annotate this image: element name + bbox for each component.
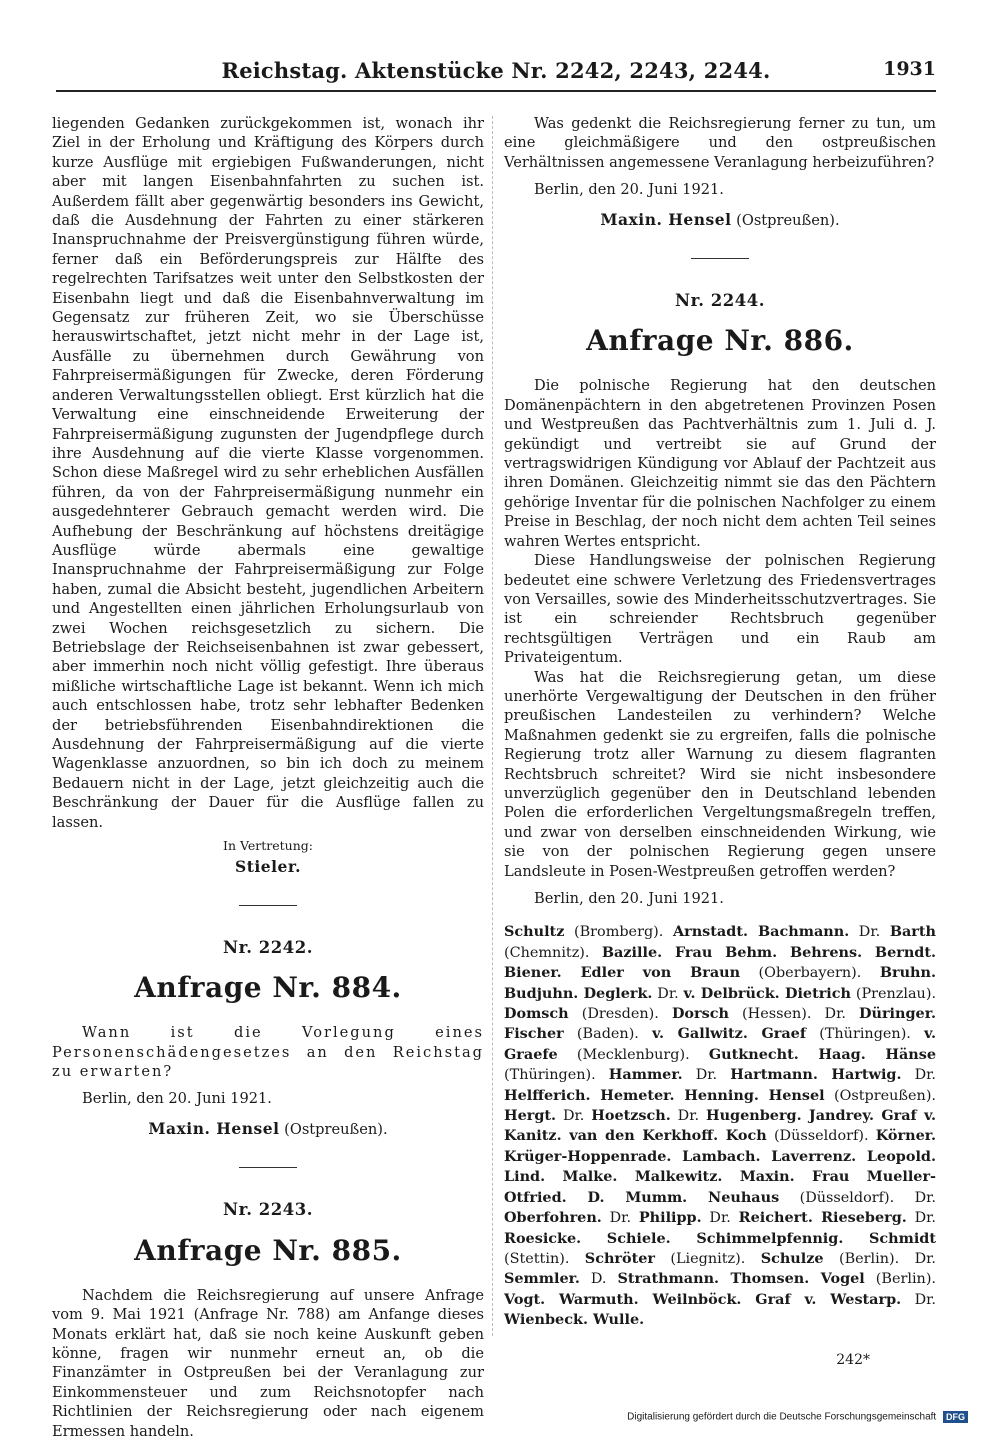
signatory-name: Vogt. Warmuth. Weilnböck. Graf v. Westarp.: [504, 1290, 902, 1308]
signers-885: [504, 210, 936, 230]
place-date: Berlin, den 20. Juni 1921.: [82, 1090, 272, 1108]
signatory-name: Hammer.: [608, 1066, 683, 1084]
signatory-name: Wienbeck. Wulle.: [504, 1311, 645, 1329]
page-header: [56, 58, 936, 88]
signatory-list: [504, 922, 936, 1330]
section-divider: [691, 258, 749, 259]
continuation-paragraph: Was gedenkt die Reichsregierung ferner zu tun, um eine gleichmäßigere und den ostpreußischen Verhältnissen angemessene Veranlagung herbeizuführen?: [504, 115, 936, 171]
signatory-region: Dr.: [906, 1210, 936, 1227]
signatory-name: Bruhn. Budjuhn. Deglerk.: [504, 964, 936, 1002]
signatory-region: Dr.: [556, 1108, 592, 1125]
signatory-name: Barth: [889, 923, 936, 941]
section-title-885: Anfrage Nr. 885.: [134, 1233, 402, 1267]
signatory-region: (Dresden).: [568, 1006, 672, 1023]
signatory-name: Roesicke. Schiele. Schimmelpfennig. Schmidt: [504, 1229, 936, 1247]
signatory-name: Hergt.: [504, 1107, 557, 1125]
signatory-region: Dr.: [849, 924, 890, 941]
signatory-name: Hartmann. Hartwig.: [730, 1066, 902, 1084]
signatory-name: Oberfohren.: [504, 1209, 602, 1227]
signatory-name: Reichert. Rieseberg.: [738, 1209, 907, 1227]
signers-884: [52, 1119, 484, 1139]
signatory-region: (Liegnitz).: [654, 1250, 761, 1267]
folio-mark: 242*: [836, 1352, 870, 1368]
page-title: Reichstag. Aktenstücke Nr. 2242, 2243, 2244.: [221, 58, 771, 83]
signatory-region: (Thüringen).: [504, 1067, 609, 1084]
section-number-2244: Nr. 2244.: [675, 291, 765, 311]
signatory-region: (Berlin).: [864, 1271, 937, 1288]
signatory-region: (Stettin).: [504, 1250, 585, 1267]
signatory-name: Schulze: [760, 1249, 824, 1267]
signatory-region: (Hessen). Dr.: [728, 1006, 860, 1023]
place-date: Berlin, den 20. Juni 1921.: [534, 181, 724, 199]
section-divider: [239, 1167, 297, 1168]
signatory-name: Semmler.: [504, 1270, 580, 1288]
signatory-region: (Prenzlau).: [851, 985, 937, 1002]
signatory-name: Schultz: [504, 923, 565, 941]
signatory-name: Körner. Krüger-Hoppenrade. Lambach. Laverrenz. Leopold. Lind. Malke. Malkewitz. Maxin. Frau Mueller-Otfried. D. Mumm. Neuhaus: [504, 1127, 936, 1206]
signatory-name: Hoetzsch.: [591, 1107, 671, 1125]
signatory-region: (Thüringen).: [806, 1026, 925, 1043]
signers-bold: Maxin. Hensel: [148, 1118, 280, 1138]
right-column: [504, 114, 936, 1331]
signatory-name: Philipp.: [638, 1209, 702, 1227]
signatory-region: D.: [579, 1271, 618, 1288]
signatory-name: v. Delbrück. Dietrich: [683, 984, 851, 1002]
place-date: Berlin, den 20. Juni 1921.: [534, 890, 724, 907]
signatory-region: (Düsseldorf). Dr.: [779, 1189, 936, 1206]
signatory-region: (Chemnitz).: [504, 944, 602, 961]
signatory-name: v. Graefe: [504, 1025, 936, 1063]
signatory-name: Arnstadt. Bachmann.: [672, 923, 850, 941]
signers-region: (Ostpreußen).: [284, 1120, 388, 1138]
signature-intro: In Vertretung:: [223, 838, 313, 854]
inquiry-paragraph-1: Die polnische Regierung hat den deutschen Domänenpächtern in den abgetretenen Provinzen Posen und Westpreußen das Pachtverhältnis zum 1. Juli d. J. gekündigt und vertreibt sie auf Grund der vertragswidrigen Kündigung vor Ablauf der Pachtzeit aus ihren Domänen. Gleichzeitig nimmt sie das den Pächtern gehörige Inventar für die polnischen Nachfolger zu einem Preise in Beschlag, der noch nicht dem achten Teil seines wahren Wertes entspricht.: [504, 377, 936, 550]
signature-name: Stieler.: [235, 857, 301, 877]
signers-bold: Maxin. Hensel: [600, 209, 732, 229]
inquiry-text-885: Nachdem die Reichsregierung auf unsere Anfrage vom 9. Mai 1921 (Anfrage Nr. 788) am Anfange dieses Monats erklärt hat, daß sie noch keine Auskunft geben könne, fragen wir nunmehr erneut an, ob die Finanzämter in Ostpreußen bei der Veranlagung zur Einkommensteuer und zum Reichsnotopfer nach Richtlinien der Reichsregierung oder nach eigenem Ermessen handeln.: [52, 1286, 484, 1440]
signatory-region: Dr.: [901, 1291, 936, 1308]
signatory-region: Dr.: [670, 1108, 706, 1125]
inquiry-paragraph-3: Was hat die Reichsregierung getan, um diese unerhörte Vergewaltigung der Deutschen in den früher preußischen Landesteilen zu verhindern? Welche Maßnahmen gedenkt sie zu ergreifen, falls die polnische Regierung trotz aller Warnung zu diesem flagranten Rechtsbruch schreitet? Wird sie nicht insbesondere unverzüglich gegenüber den in Deutschland lebenden Polen die erforderlichen Vergeltungsmaßregeln treffen, und zwar von derselben einschneidenden Wirkung, wie sie von der polnischen Regierung gegen unsere Landsleute in Posen-Westpreußen getroffen werden?: [504, 668, 936, 880]
signatory-region: Dr.: [682, 1067, 731, 1084]
inquiry-text-884: Wann ist die Vorlegung eines Personenschädengesetzes an den Reichstag zu erwarten?: [52, 1024, 484, 1081]
signatory-region: (Mecklenburg).: [557, 1046, 709, 1063]
signatory-region: (Oberbayern).: [740, 965, 880, 982]
signatory-name: Schröter: [584, 1249, 655, 1267]
signers-region: (Ostpreußen).: [736, 211, 840, 229]
signatory-name: Dorsch: [671, 1005, 729, 1023]
left-column: [52, 114, 484, 1441]
signatory-region: Dr.: [901, 1067, 937, 1084]
signatory-region: Dr.: [701, 1210, 739, 1227]
signatory-name: Domsch: [504, 1005, 569, 1023]
signatory-name: Strathmann. Thomsen. Vogel: [617, 1270, 865, 1288]
section-divider: [239, 905, 297, 906]
signatory-region: Dr.: [601, 1210, 639, 1227]
dfg-logo-icon: DFG: [943, 1411, 968, 1423]
section-number-2242: Nr. 2242.: [223, 937, 313, 957]
signatory-name: v. Gallwitz. Graef: [652, 1025, 807, 1043]
page-number: 1931: [883, 58, 936, 80]
signatory-region: (Düsseldorf).: [766, 1128, 876, 1145]
signatory-region: (Bromberg).: [564, 924, 673, 941]
section-title-886: Anfrage Nr. 886.: [586, 324, 854, 358]
continuation-paragraph: liegenden Gedanken zurückgekommen ist, wonach ihr Ziel in der Erholung und Kräftigung des Körpers durch kurze Ausflüge mit ergiebigen Fußwanderungen, nicht aber mit langen Eisenbahnfahrten zu suchen ist. Außerdem fällt aber gegenwärtig besonders ins Gewicht, daß die Ausdehnung der Fahrten zu einer stärkeren Inanspruchnahme der Preisvergünstigung führen würde, ferner daß ein Beförderungspreis zur Hälfte des regelrechten Tarifsatzes weit unter den Selbstkosten der Eisenbahn liegt und daß die Eisenbahnverwaltung im Gegensatz zur früheren Zeit, wo sie Überschüsse herauswirtschaftet, jetzt nicht mehr in der Lage ist, Ausfälle zu übernehmen durch Gewährung von Fahrpreisermäßigungen für Zwecke, deren Förderung anderen Verwaltungsstellen obliegt. Erst kürzlich hat die Verwaltung eine einschneidende Erweiterung der Fahrpreisermäßigung zugunsten der Jugendpflege durch ihre Ausdehnung auf die vierte Klasse vorgenommen. Schon diese Maßregel wird zu sehr erheblichen Ausfällen führen, da von der Fahrpreisermäßigung nunmehr ein ausgedehnterer Gebrauch gemacht werden wird. Die Aufhebung der Beschränkung auf höchstens dreitägige Ausflüge würde abermals eine gewaltige Inanspruchnahme der Fahrpreisermäßigung zur Folge haben, zumal die Absicht besteht, jugendlichen Arbeitern und Angestellten einen jährlichen Erholungsurlaub von zwei Wochen reichsgesetzlich zu sichern. Die Betriebslage der Reichseisenbahnen ist zwar gebessert, aber immerhin noch nicht völlig gefestigt. Ihre überaus mißliche wirtschaftliche Lage ist bekannt. Wenn ich mich auch entschlossen habe, trotz sehr lebhafter Bedenken der betriebsführenden Eisenbahndirektionen die Ausdehnung der Fahrpreisermäßigung auf die vierte Wagenklasse anzuordnen, so bin ich doch zu meinem Bedauern nicht in der Lage, jetzt gleichzeitig auch die Beschränkung der Dauer für die Ausflüge fallen zu lassen.: [52, 115, 484, 831]
section-title-884: Anfrage Nr. 884.: [134, 971, 402, 1005]
inquiry-paragraph-2: Diese Handlungsweise der polnischen Regierung bedeutet eine schwere Verletzung des Friedensvertrages von Versailles, sowie des Minderheitsschutzvertrages. Sie ist ein schreiender Rechtsbruch gegenüber rechtsgültigen Verträgen und ein Raub am Privateigentum.: [504, 552, 936, 667]
credit-text: Digitalisierung gefördert durch die Deutsche Forschungsgemeinschaft: [627, 1411, 937, 1423]
column-separator: [492, 116, 493, 1336]
signatory-region: (Ostpreußen).: [824, 1087, 937, 1104]
signatory-name: Bazille. Frau Behm. Behrens. Berndt. Biener. Edler von Braun: [504, 943, 936, 982]
signatory-region: (Baden).: [563, 1026, 653, 1043]
section-number-2243: Nr. 2243.: [223, 1200, 313, 1220]
digitization-credit: [627, 1411, 968, 1423]
signatory-name: Helfferich. Hemeter. Henning. Hensel: [504, 1086, 825, 1104]
signatory-region: Dr.: [652, 985, 684, 1002]
signatory-region: (Berlin). Dr.: [823, 1250, 936, 1267]
signatory-name: Hugenberg. Jandrey. Graf v. Kanitz. van den Kerkhoff. Koch: [504, 1107, 937, 1145]
signatory-name: Düringer. Fischer: [504, 1005, 936, 1043]
header-rule: [56, 90, 936, 92]
signatory-name: Gutknecht. Haag. Hänse: [708, 1045, 936, 1063]
